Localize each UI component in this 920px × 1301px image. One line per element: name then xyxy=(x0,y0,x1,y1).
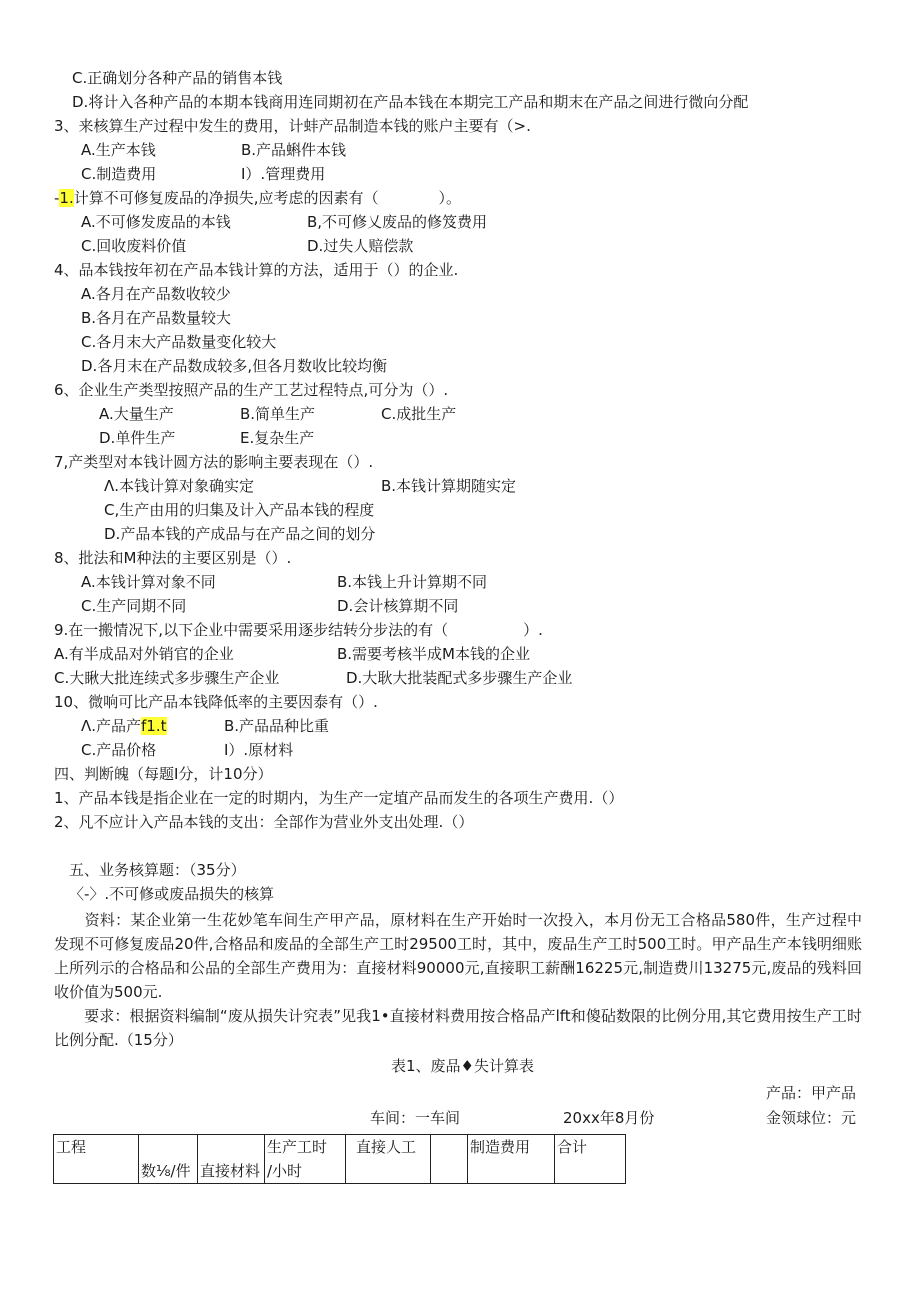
q-scrap-option-d: D.过失人赔偿款 xyxy=(307,237,414,255)
q6-option-e: E.复杂生产 xyxy=(240,429,315,447)
header-item: 工程 xyxy=(54,1135,139,1184)
q2-option-d: D.将计入各种产品的本期本钱商用连同期初在产品本钱在本期完工产品和期末在产品之间进行微向分配 xyxy=(72,93,749,111)
header-blank xyxy=(431,1135,468,1184)
q10-option-a xyxy=(81,716,167,736)
q3-option-c: C.制造费用 xyxy=(81,165,157,183)
q4-stem: 4、品本钱按年初在产品本钱计算的方法，适用于（）的企业. xyxy=(54,261,459,279)
q6-option-a: A.大量生产 xyxy=(99,405,174,423)
q3-stem: 3、来核算生产过程中发生的费用，计蚌产品制造本钱的账户主要有（>. xyxy=(54,117,531,135)
q6-option-b: B.简单生产 xyxy=(240,405,316,423)
q7-option-a: Λ.本钱计算对象确实定 xyxy=(104,477,255,495)
q8-stem: 8、批法和M种法的主要区别是（）. xyxy=(54,549,292,567)
q4-option-d: D.各月末在产品数成较多,但各月数收比较均衡 xyxy=(81,357,388,375)
q7-stem: 7,产类型对本钱计圆方法的影响主要表现在（）. xyxy=(54,453,374,471)
section4-item-2: 2、凡不应计入产品本钱的支出：全部作为营业外支出处理.（） xyxy=(54,813,474,831)
q9-option-a: A.有半成品对外销官的企业 xyxy=(54,645,234,663)
table1-date: 20xx年8月份 xyxy=(563,1109,655,1127)
section5-title: 五、业务核算题：（35分） xyxy=(69,861,246,879)
q10-option-a-text: Λ.产品产 xyxy=(81,717,142,735)
q9-option-b: B.需要考核半成M本钱的企业 xyxy=(337,645,531,663)
q4-option-a: A.各月在产品数收较少 xyxy=(81,285,231,303)
section5-subtitle: 〈-〉.不可修或废品损失的核算 xyxy=(69,885,275,903)
section5-requirement: 要求：根据资料编制“废从损失计究表”见我1•直接材料费用按合格品产lft和傻砧数限的比例分用,其它费用按生产工时比例分配.（15分） xyxy=(54,1007,862,1049)
q-scrap-option-a: A.不可修发废品的本钱 xyxy=(81,213,231,231)
q8-option-a: A.本钱计算对象不同 xyxy=(81,573,216,591)
q6-option-d: D.单件生产 xyxy=(99,429,176,447)
q10-option-a-highlight: f1.t xyxy=(141,717,167,735)
q10-option-d: I）.原材料 xyxy=(224,741,294,759)
q3-option-b: B.产品蝌件本钱 xyxy=(241,141,347,159)
table1-unit: 金领球位：元 xyxy=(766,1109,857,1127)
header-manufacturing-overhead: 制造费用 xyxy=(468,1135,555,1184)
q7-option-c: C,生产由用的归集及计入产品本钱的程度 xyxy=(104,501,375,519)
q9-option-c: C.大瞅大批连续式多步骤生产企业 xyxy=(54,669,280,687)
q-scrap-option-c: C.回收废料价值 xyxy=(81,237,187,255)
section5-material: 资料：某企业第一生花妙笔车间生产甲产品，原材料在生产开始时一次投入，本月份无工合格品580件，生产过程中发现不可修复废品20件,合格品和废品的全部生产工时29500工时，其中，废品生产工时500工时。甲产品生产本钱明细账上所列示的合格品和公品的全部生产费用为：直接材料90000元,直接职工薪酬16225元,制造费川13275元,废品的残料回收价值为500元. xyxy=(54,911,862,1001)
q3-option-a: A.生产本钱 xyxy=(81,141,156,159)
scrap-loss-table xyxy=(53,1134,626,1184)
header-total: 合计 xyxy=(555,1135,626,1184)
q7-option-d: D.产品本钱的产成品与在产品之间的划分 xyxy=(104,525,376,543)
q9-stem: 9.在一搬情况下,以下企业中需要采用逐步结转分步法的有（ ）. xyxy=(54,621,543,639)
q-scrap-number-highlight: 1. xyxy=(59,189,74,207)
header-quantity: 数⅛/件 xyxy=(139,1135,198,1184)
q-scrap-option-b: B,不可修乂废品的修笈费用 xyxy=(307,213,488,231)
header-direct-materials: 直接材料 xyxy=(198,1135,265,1184)
q-scrap-prefix: - xyxy=(54,189,60,207)
q4-option-c: C.各月末大产品数量变化较大 xyxy=(81,333,277,351)
section4-title: 四、判断魄（每题I分，计10分） xyxy=(54,765,273,783)
q-scrap-stem-line xyxy=(54,188,461,208)
header-direct-labor: 直接人工 xyxy=(346,1135,431,1184)
header-work-hours: 生产工时 /小时 xyxy=(265,1135,346,1184)
q10-option-b: B.产品品种比重 xyxy=(224,717,330,735)
q4-option-b: B.各月在产品数量较大 xyxy=(81,309,232,327)
table-header-row xyxy=(54,1135,626,1184)
q-scrap-stem: 计算不可修复废品的净损失,应考虑的因素有（ ）。 xyxy=(73,189,462,207)
q10-option-c: C.产品价格 xyxy=(81,741,157,759)
q3-option-d: I）.管理费用 xyxy=(241,165,326,183)
q8-option-c: C.生产同期不同 xyxy=(81,597,187,615)
q7-option-b: B.本钱计算期随实定 xyxy=(381,477,517,495)
q8-option-b: B.本钱上升计算期不同 xyxy=(337,573,488,591)
q10-stem: 10、微响可比产品本钱降低率的主要因泰有（）. xyxy=(54,693,378,711)
q2-option-c: C.正确划分各种产品的销售本钱 xyxy=(72,69,283,87)
table1-workshop: 车间：一车间 xyxy=(370,1109,461,1127)
q8-option-d: D.会计核算期不同 xyxy=(337,597,459,615)
table1-product: 产品：甲产品 xyxy=(766,1084,857,1102)
table1-title: 表1、废品♦失计算表 xyxy=(391,1057,534,1075)
q9-option-d: D.大耿大批装配式多步骤生产企业 xyxy=(346,669,573,687)
q6-stem: 6、企业生产类型按照产品的生产工艺过程特点,可分为（）. xyxy=(54,381,449,399)
section4-item-1: 1、产品本钱是指企业在一定的时期内，为生产一定埴产品而发生的各项生产费用.（） xyxy=(54,789,624,807)
q6-option-c: C.成批生产 xyxy=(381,405,457,423)
